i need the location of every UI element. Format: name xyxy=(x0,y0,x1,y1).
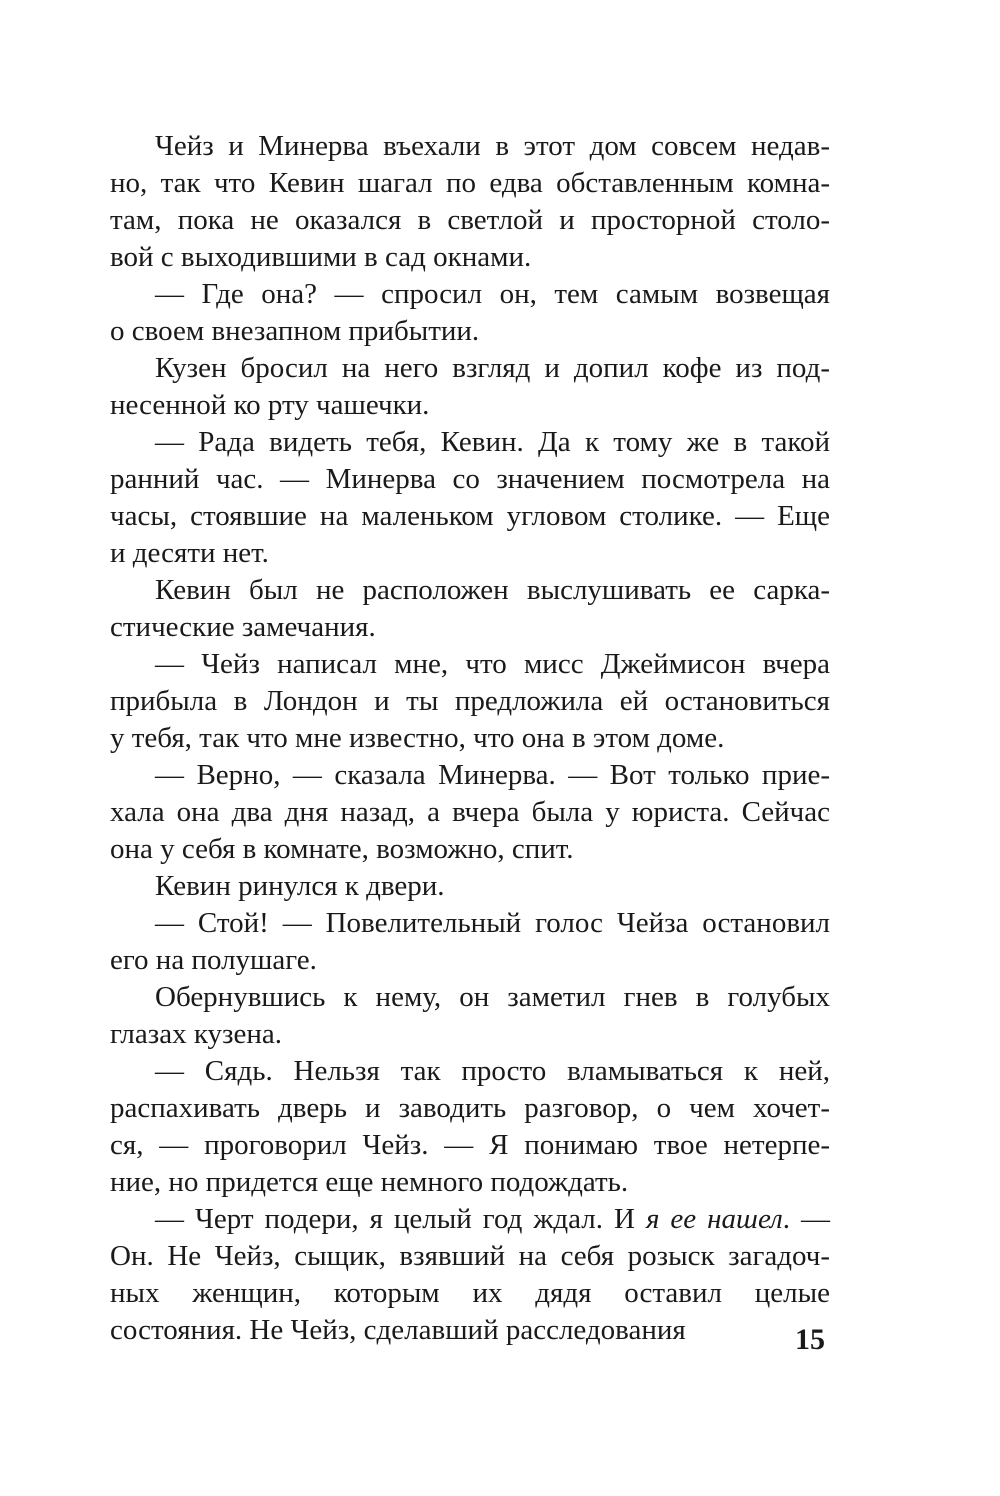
text-line xyxy=(110,1016,830,1053)
page-number: 15 xyxy=(795,1323,825,1356)
text-segment: — Сядь. Нельзя так просто вламываться к ней, xyxy=(155,1055,830,1087)
text-segment: — Чейз написал мне, что мисс Джеймисон вчера xyxy=(155,648,830,680)
text-line xyxy=(110,572,830,609)
text-segment: ся, — проговорил Чейз. — Я понимаю твое нетерпе- xyxy=(110,1129,830,1161)
text-segment: стические замечания. xyxy=(110,611,376,643)
text-line xyxy=(110,979,830,1016)
italic-segment: я ее нашел xyxy=(645,1203,783,1235)
text-segment: и десяти нет. xyxy=(110,537,269,569)
page-body xyxy=(110,128,830,1349)
text-line xyxy=(110,905,830,942)
text-segment: вой с выходившими в сад окнами. xyxy=(110,241,532,273)
text-segment: там, пока не оказался в светлой и просторной столо- xyxy=(110,204,830,236)
text-segment: она у себя в комнате, возможно, спит. xyxy=(110,833,574,865)
text-segment: хала она два дня назад, а вчера была у юриста. Сейчас xyxy=(110,796,830,828)
text-segment: Кузен бросил на него взгляд и допил кофе из под- xyxy=(155,352,830,384)
text-segment: о своем внезапном прибытии. xyxy=(110,315,480,347)
text-segment: ние, но придется еще немного подождать. xyxy=(110,1166,629,1198)
text-line xyxy=(110,1312,830,1349)
text-segment: у тебя, так что мне известно, что она в этом доме. xyxy=(110,722,725,754)
text-segment: но, так что Кевин шагал по едва обставленным комна- xyxy=(110,167,830,199)
text-segment: — Стой! — Повелительный голос Чейза остановил xyxy=(155,907,830,939)
text-segment: прибыла в Лондон и ты предложила ей остановиться xyxy=(110,685,830,717)
text-segment: распахивать дверь и заводить разговор, о чем хочет- xyxy=(110,1092,830,1124)
text-segment: Чейз и Минерва въехали в этот дом совсем недав- xyxy=(155,130,830,162)
text-line xyxy=(110,313,830,350)
text-segment: Кевин был не расположен выслушивать ее сарка- xyxy=(155,574,830,606)
text-segment: — Где она? — спросил он, тем самым возвещая xyxy=(155,278,830,310)
text-line xyxy=(110,424,830,461)
text-line xyxy=(110,757,830,794)
text-segment: Кевин ринулся к двери. xyxy=(155,870,445,902)
text-line xyxy=(110,646,830,683)
text-segment: глазах кузена. xyxy=(110,1018,282,1050)
text-line xyxy=(110,1053,830,1090)
text-line xyxy=(110,683,830,720)
text-line xyxy=(110,165,830,202)
text-segment: Он. Не Чейз, сыщик, взявший на себя розыск загадоч- xyxy=(110,1240,830,1272)
text-segment: состояния. Не Чейз, сделавший расследования xyxy=(110,1314,686,1346)
text-line xyxy=(110,202,830,239)
text-segment: Обернувшись к нему, он заметил гнев в голубых xyxy=(155,981,830,1013)
text-line xyxy=(110,831,830,868)
text-line xyxy=(110,498,830,535)
text-line xyxy=(110,276,830,313)
text-segment: несенной ко рту чашечки. xyxy=(110,389,430,421)
text-segment: — Черт подери, я целый год ждал. И xyxy=(155,1203,646,1235)
text-line xyxy=(110,387,830,424)
text-line xyxy=(110,868,830,905)
text-segment: — Рада видеть тебя, Кевин. Да к тому же в такой xyxy=(155,426,830,458)
text-line xyxy=(110,942,830,979)
text-segment-tail: . — xyxy=(782,1203,830,1235)
text-line xyxy=(110,1238,830,1275)
text-line xyxy=(110,239,830,276)
text-line xyxy=(110,609,830,646)
text-segment: его на полушаге. xyxy=(110,944,317,976)
text-segment: ных женщин, которым их дядя оставил целые xyxy=(110,1277,830,1309)
text-line xyxy=(110,1090,830,1127)
text-line xyxy=(110,1201,830,1238)
text-line xyxy=(110,1127,830,1164)
text-line xyxy=(110,461,830,498)
text-line xyxy=(110,350,830,387)
text-line xyxy=(110,535,830,572)
text-line xyxy=(110,794,830,831)
text-line xyxy=(110,1275,830,1312)
text-line xyxy=(110,720,830,757)
text-line xyxy=(110,128,830,165)
text-segment: ранний час. — Минерва со значением посмотрела на xyxy=(110,463,830,495)
text-segment: — Верно, — сказала Минерва. — Вот только прие- xyxy=(155,759,830,791)
text-line xyxy=(110,1164,830,1201)
text-segment: часы, стоявшие на маленьком угловом столике. — Еще xyxy=(110,500,830,532)
